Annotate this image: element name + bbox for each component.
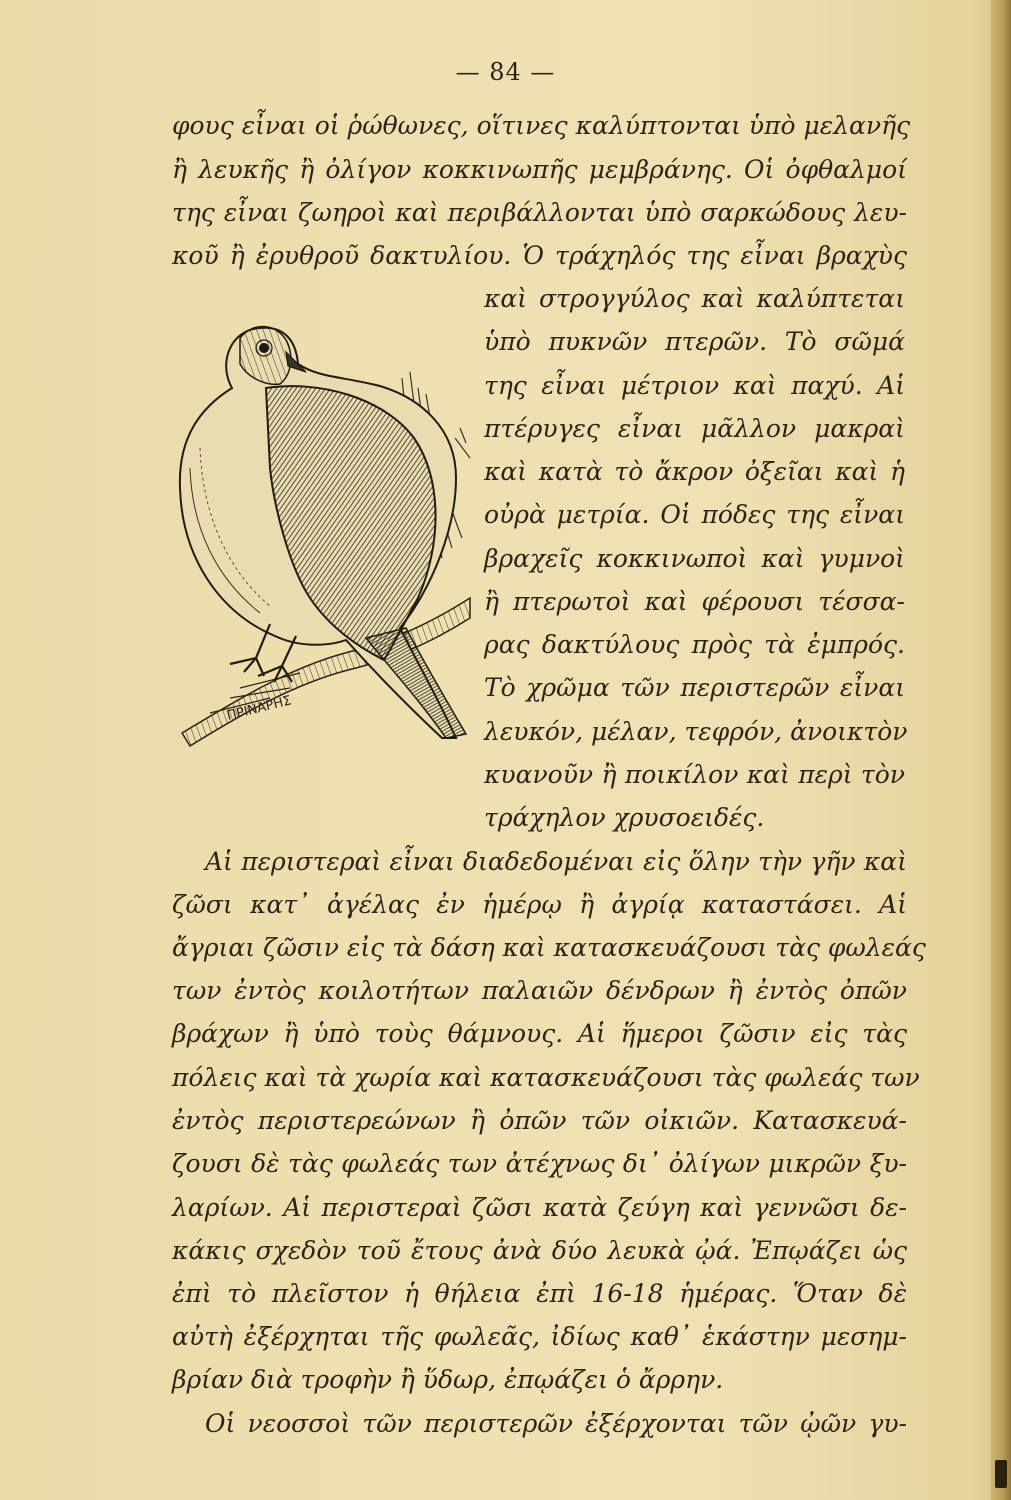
text-line: αὐτὴ ἐξέρχηται τῆς φωλεᾶς, ἰδίως καθ᾽ ἑκάστην μεσημ- — [172, 1322, 907, 1351]
text-line: οὐρὰ μετρία. Οἱ πόδες της εἶναι — [484, 500, 905, 529]
text-line: της εἶναι ζωηροὶ καὶ περιβάλλονται ὑπὸ σαρκώδους λευ- — [172, 198, 907, 227]
text-line: ὑπὸ πυκνῶν πτερῶν. Τὸ σῶμά — [484, 327, 905, 356]
text-line: κυανοῦν ἢ ποικίλον καὶ περὶ τὸν — [484, 760, 905, 789]
text-line: ἢ λευκῆς ἢ ὀλίγον κοκκινωπῆς μεμβράνης. Οἱ ὀφθαλμοί — [172, 155, 907, 184]
text-line: των ἐντὸς κοιλοτήτων παλαιῶν δένδρων ἢ ἐντὸς ὀπῶν — [172, 976, 907, 1005]
text-line: λαρίων. Αἱ περιστεραὶ ζῶσι κατὰ ζεύγη καὶ γεννῶσι δε- — [172, 1193, 907, 1222]
page-number: — 84 — — [455, 58, 556, 86]
text-line: ἐντὸς περιστερεώνων ἢ ὀπῶν τῶν οἰκιῶν. Κατασκευά- — [172, 1106, 907, 1135]
text-line: πτέρυγες εἶναι μᾶλλον μακραὶ — [484, 414, 905, 443]
text-line: ζουσι δὲ τὰς φωλεάς των ἀτέχνως δι᾽ ὀλίγων μικρῶν ξυ- — [172, 1149, 907, 1178]
text-line: βράχων ἢ ὑπὸ τοὺς θάμνους. Αἱ ἥμεροι ζῶσιν εἰς τὰς — [172, 1019, 907, 1048]
text-line: κάκις σχεδὸν τοῦ ἔτους ἀνὰ δύο λευκὰ ᾠά. Ἐπῳάζει ὡς — [172, 1236, 907, 1265]
text-line: ρας δακτύλους πρὸς τὰ ἐμπρός. — [484, 630, 905, 659]
text-line: τράχηλον χρυσοειδές. — [484, 803, 765, 832]
engraver-signature: ΠΡΙΝΑΡΗΣ — [225, 693, 293, 724]
text-line: λευκόν, μέλαν, τεφρόν, ἀνοικτὸν — [484, 717, 908, 746]
text-line: της εἶναι μέτριον καὶ παχύ. Αἱ — [484, 371, 905, 400]
text-line: ζῶσι κατ᾽ ἀγέλας ἐν ἡμέρῳ ἢ ἀγρίᾳ καταστάσει. Αἱ — [172, 890, 907, 919]
text-line: Αἱ περιστεραὶ εἶναι διαδεδομέναι εἰς ὅλην τὴν γῆν καὶ — [205, 847, 907, 876]
text-line: καὶ στρογγύλος καὶ καλύπτεται — [484, 284, 905, 313]
text-line: Οἱ νεοσσοὶ τῶν περιστερῶν ἐξέρχονται τῶν ᾠῶν γυ- — [205, 1409, 907, 1438]
text-line: ἢ πτερωτοὶ καὶ φέρουσι τέσσα- — [484, 587, 905, 616]
text-line: βρίαν διὰ τροφὴν ἢ ὕδωρ, ἐπῳάζει ὁ ἄρρην. — [172, 1365, 724, 1394]
text-line: Τὸ χρῶμα τῶν περιστερῶν εἶναι — [484, 673, 905, 702]
text-line: πόλεις καὶ τὰ χωρία καὶ κατασκευάζουσι τὰς φωλεάς των — [172, 1063, 920, 1092]
page-edge — [991, 0, 1011, 1500]
pigeon-eye — [259, 343, 269, 353]
text-line: ἄγριαι ζῶσιν εἰς τὰ δάση καὶ κατασκευάζουσι τὰς φωλεάς — [172, 933, 926, 962]
pigeon-illustration — [170, 268, 475, 753]
text-line: κοῦ ἢ ἐρυθροῦ δακτυλίου. Ὁ τράχηλός της εἶναι βραχὺς — [172, 241, 907, 270]
edge-mark — [995, 1460, 1007, 1488]
text-line: βραχεῖς κοκκινωποὶ καὶ γυμνοὶ — [484, 544, 905, 573]
text-line: ἐπὶ τὸ πλεῖστον ἡ θήλεια ἐπὶ 16-18 ἡμέρας. Ὅταν δὲ — [172, 1279, 907, 1308]
text-line: καὶ κατὰ τὸ ἄκρον ὀξεῖαι καὶ ἡ — [484, 457, 905, 486]
text-line: φους εἶναι οἱ ῥώθωνες, οἵτινες καλύπτονται ὑπὸ μελανῆς — [172, 111, 911, 140]
